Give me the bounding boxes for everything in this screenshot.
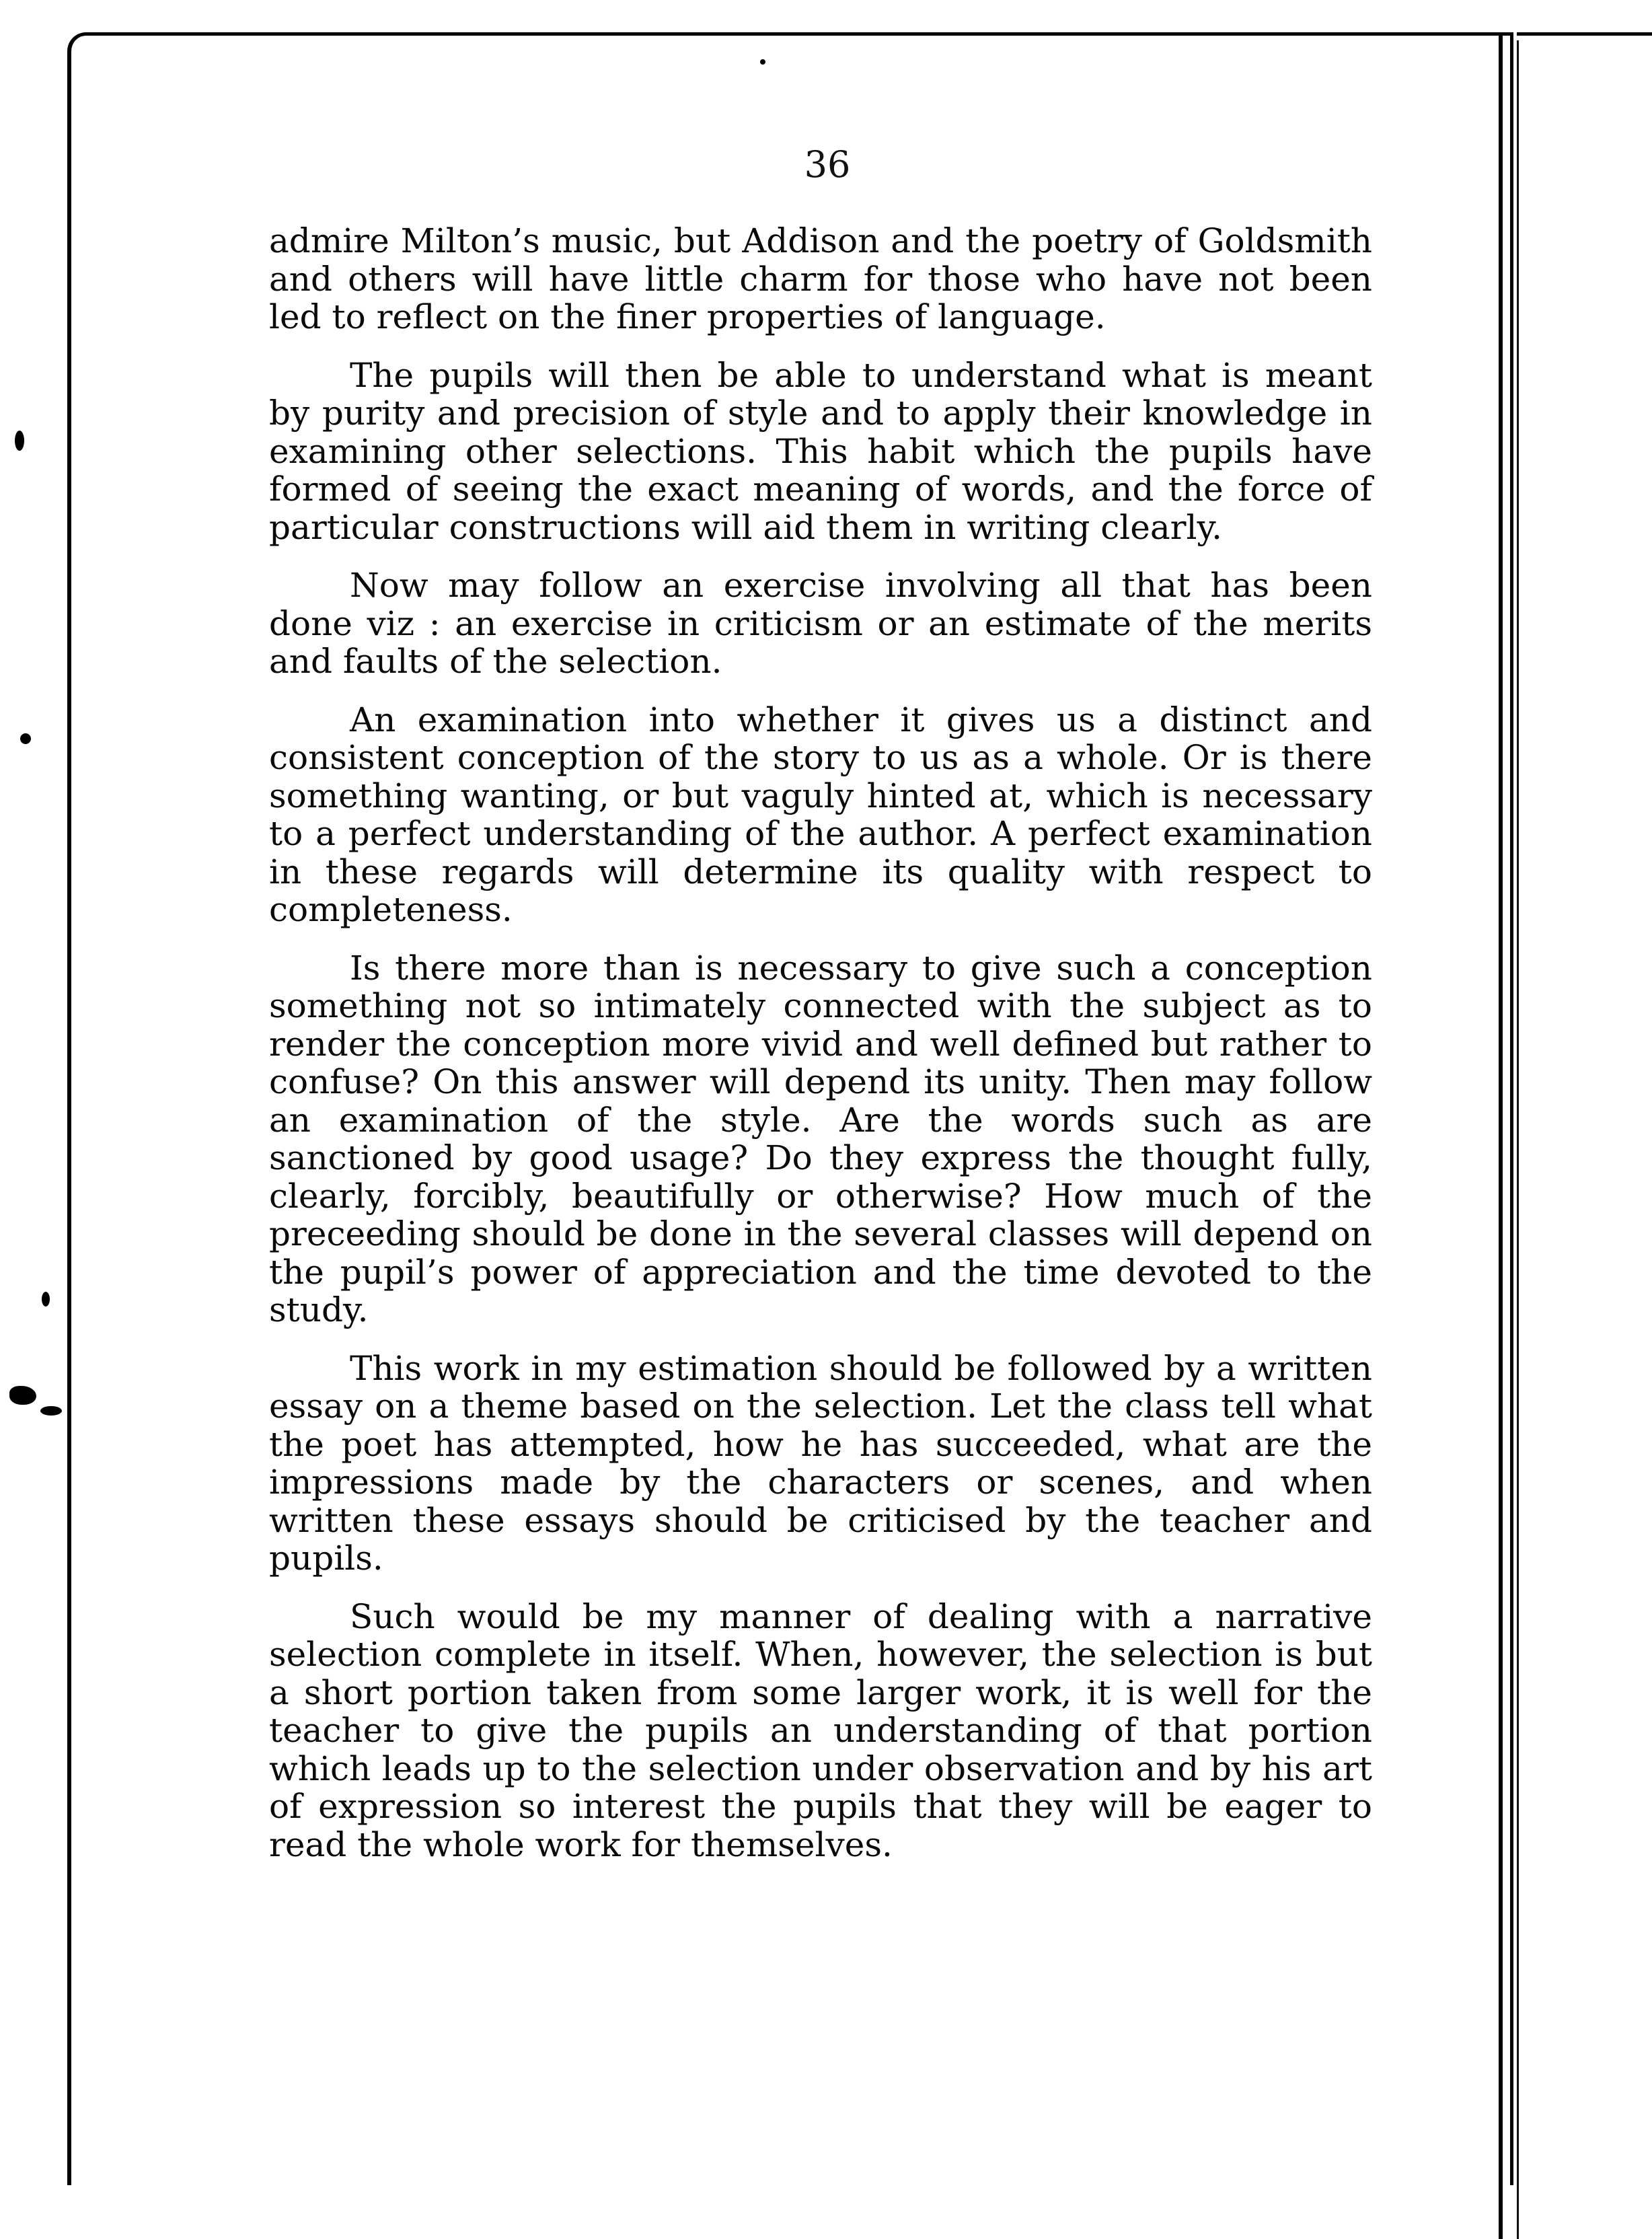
paragraph: admire Milton’s music, but Addison and the poetry of Goldsmith and others will have little charm for those who have not been led to reflect on the finer properties of language. (269, 221, 1372, 336)
paragraph: The pupils will then be able to understand what is meant by purity and precision of style and to apply their knowledge in examining other selections. This habit which the pupils have formed of seeing the exact meaning of words, and the force of particular constructions will aid them in writing clearly. (269, 355, 1372, 547)
scan-speck (20, 733, 31, 744)
adjacent-page-top-edge (1517, 32, 1652, 36)
paragraph: An examination into whether it gives us a distinct and consistent conception of the story to us as a whole. Or is there something wanting, or but vaguly hinted at, which is necessary to a perfect understanding of the author. A perfect examination in these regards will determine its quality with respect to completeness. (269, 700, 1372, 929)
scan-speck (42, 1292, 50, 1307)
page-number: 36 (804, 143, 851, 186)
page-edge (1499, 32, 1503, 2239)
paragraph: This work in my estimation should be followed by a written essay on a theme based on the selection. Let the class tell what the poet has attempted, how he has succeeded, what are the impressions made by the characters or scenes, and when written these essays should be criticised by the teacher and pupils. (269, 1348, 1372, 1578)
paragraph: Such would be my manner of dealing with a narrative selection complete in itself. When, however, the selection is but a short portion taken from some larger work, it is well for the teacher to give the pupils an understanding of that portion which leads up to the selection under observation and by his art of expression so interest the pupils that they will be eager to read the whole work for themselves. (269, 1596, 1372, 1864)
scan-speck (40, 1406, 62, 1416)
adjacent-page-edge (1517, 40, 1519, 2239)
scan-speck (15, 431, 24, 451)
paragraph: Is there more than is necessary to give such a conception something not so intimately connected with the subject as to render the conception more vivid and well defined but rather to confuse? On this answer will depend its unity. Then may follow an examination of the style. Are the words such as are sanctioned by good usage? Do they express the thought fully, clearly, forcibly, beautifully or otherwise? How much of the preceeding should be done in the several classes will depend on the pupil’s power of appreciation and the time devoted to the study. (269, 948, 1372, 1329)
scan-speck (760, 59, 765, 65)
scan-speck (9, 1386, 36, 1405)
paragraph: Now may follow an exercise involving all that has been done viz : an exercise in criticism or an estimate of the merits and faults of the selection. (269, 566, 1372, 681)
page-body-text (269, 222, 1372, 1884)
